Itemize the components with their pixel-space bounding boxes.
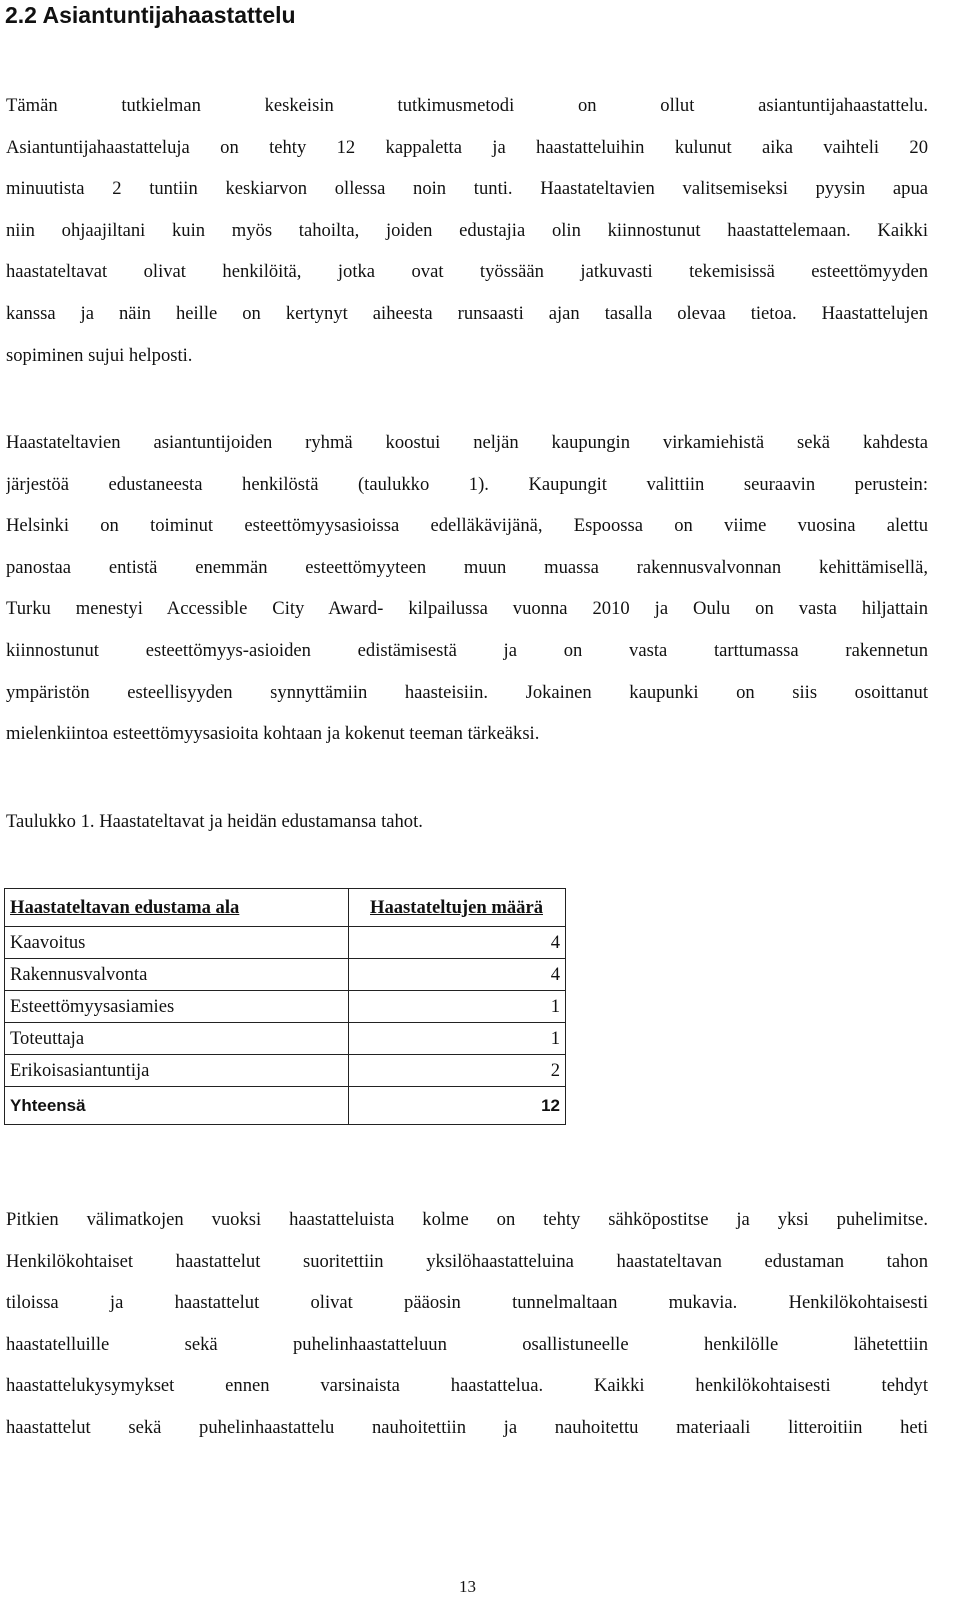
text-line: haastattelukysymykset ennen varsinaista haastattelua. Kaikki henkilökohtaisesti tehdyt — [6, 1375, 928, 1397]
section-heading: 2.2 Asiantuntijahaastattelu — [5, 2, 296, 28]
table-row — [5, 991, 566, 1023]
paragraph-procedure — [6, 1199, 928, 1449]
text-line: järjestöä edustaneesta henkilöstä (taulukko 1). Kaupungit valittiin seuraavin perustein: — [6, 473, 928, 495]
table-total-row — [5, 1087, 566, 1125]
text-line: panostaa entistä enemmän esteettömyyteen muun muassa rakennusvalvonnan kehittämisellä, — [6, 556, 928, 578]
text-line: Tämän tutkielman keskeisin tutkimusmetodi on ollut asiantuntijahaastattelu. — [6, 95, 928, 116]
text-line: Pitkien välimatkojen vuoksi haastatteluista kolme on tehty sähköpostitse ja yksi puhelimitse. — [6, 1209, 928, 1230]
row-label: Rakennusvalvonta — [5, 959, 349, 991]
paragraph-method — [6, 85, 928, 376]
text-line: haastateltavat olivat henkilöitä, jotka ovat työssään jatkuvasti tekemisissä esteettömyyden — [6, 261, 928, 283]
row-count: 4 — [349, 959, 566, 991]
total-label: Yhteensä — [5, 1087, 349, 1125]
row-label: Toteuttaja — [5, 1023, 349, 1055]
row-label: Esteettömyysasiamies — [5, 991, 349, 1023]
column-header-field: Haastateltavan edustama ala — [5, 889, 349, 927]
text-line: mielenkiintoa esteettömyysasioita kohtaan ja kokenut teeman tärkeäksi. — [6, 723, 540, 745]
text-line: haastattelut sekä puhelinhaastattelu nauhoitettiin ja nauhoitettu materiaali litteroitiin heti — [6, 1416, 928, 1438]
text-line: sopiminen sujui helposti. — [6, 344, 193, 366]
row-label: Erikoisasiantuntija — [5, 1055, 349, 1087]
text-line: Helsinki on toiminut esteettömyysasioissa edelläkävijänä, Espoossa on viime vuosina alettu — [6, 515, 928, 537]
text-line: ympäristön esteellisyyden synnyttämiin haasteisiin. Jokainen kaupunki on siis osoittanut — [6, 681, 928, 703]
text-line: Turku menestyi Accessible City Award- kilpailussa vuonna 2010 ja Oulu on vasta hiljattain — [6, 598, 928, 620]
text-line: minuutista 2 tuntiin keskiarvon ollessa noin tunti. Haastateltavien valitsemiseksi pyysin apua — [6, 178, 928, 200]
total-count: 12 — [349, 1087, 566, 1125]
interviewees-table — [4, 888, 566, 1125]
text-line: Henkilökohtaiset haastattelut suoritettiin yksilöhaastatteluina haastateltavan edustaman tahon — [6, 1250, 928, 1272]
row-count: 1 — [349, 991, 566, 1023]
table-row — [5, 959, 566, 991]
table-header-row — [5, 889, 566, 927]
row-count: 2 — [349, 1055, 566, 1087]
text-line: Asiantuntijahaastatteluja on tehty 12 kappaletta ja haastatteluihin kulunut aika vaihteli 20 — [6, 136, 928, 158]
text-line: kiinnostunut esteettömyys-asioiden edistämisestä ja on vasta tarttumassa rakennetun — [6, 639, 928, 661]
text-line: tiloissa ja haastattelut olivat pääosin tunnelmaltaan mukavia. Henkilökohtaisesti — [6, 1292, 928, 1314]
text-line: kanssa ja näin heille on kertynyt aiheesta runsaasti ajan tasalla olevaa tietoa. Haastattelujen — [6, 302, 928, 324]
row-count: 4 — [349, 927, 566, 959]
row-label: Kaavoitus — [5, 927, 349, 959]
page-number: 13 — [459, 1577, 476, 1596]
table-row — [5, 1023, 566, 1055]
table-row — [5, 1055, 566, 1087]
table-caption: Taulukko 1. Haastateltavat ja heidän edustamansa tahot. — [6, 811, 423, 832]
text-line: haastatelluille sekä puhelinhaastatteluun osallistuneelle henkilölle lähetettiin — [6, 1333, 928, 1355]
paragraph-experts — [6, 422, 928, 755]
text-line: Haastateltavien asiantuntijoiden ryhmä koostui neljän kaupungin virkamiehistä sekä kahdesta — [6, 432, 928, 453]
row-count: 1 — [349, 1023, 566, 1055]
column-header-count: Haastateltujen määrä — [349, 889, 566, 927]
table-row — [5, 927, 566, 959]
text-line: niin ohjaajiltani kuin myös tahoilta, joiden edustajia olin kiinnostunut haastattelemaan. Kaikki — [6, 219, 928, 241]
